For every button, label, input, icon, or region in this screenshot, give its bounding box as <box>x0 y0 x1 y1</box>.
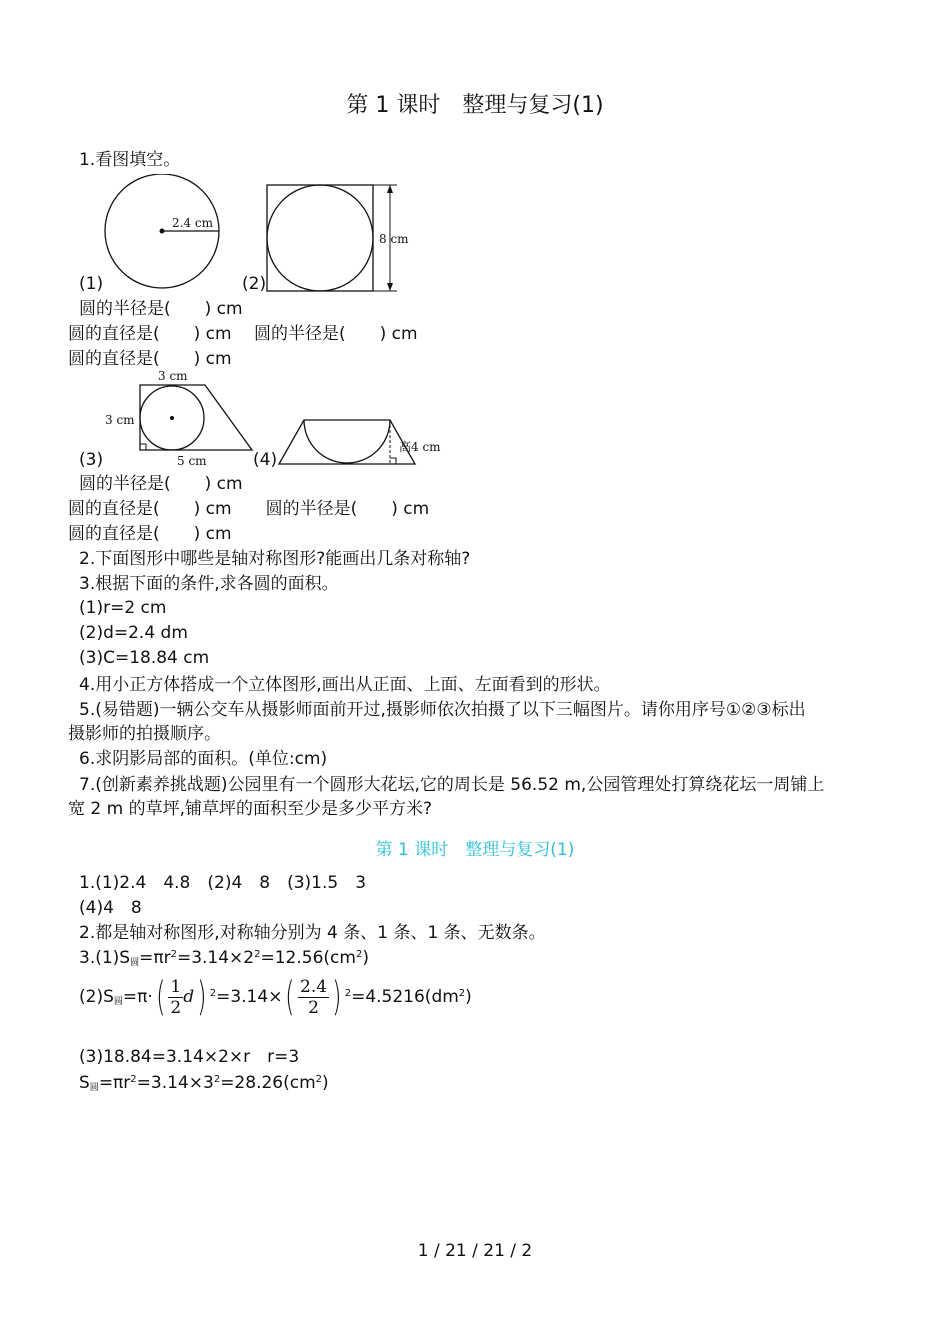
inscribed-circle <box>267 185 373 291</box>
semicircle-arc <box>304 420 390 463</box>
radius-label: 2.4 cm <box>172 216 213 230</box>
question-2: 2.下面图形中哪些是轴对称图形?能画出几条对称轴? <box>79 549 471 569</box>
fig1-label: (1) <box>79 274 104 294</box>
figure-trapezoid-semicircle <box>275 412 450 472</box>
trapezoid-shape <box>140 385 252 450</box>
side-label: 8 cm <box>379 232 409 246</box>
answer-1-line2: (4)4 8 <box>79 898 142 918</box>
bottom-label: 5 cm <box>177 454 207 468</box>
right-angle-mark <box>140 444 146 450</box>
answer-3-3-line1: (3)18.84=3.14×2×r r=3 <box>79 1047 300 1067</box>
question-5-line1: 5.(易错题)一辆公交车从摄影师面前开过,摄影师依次拍摄了以下三幅图片。请你用序号①②③标出 <box>79 700 806 720</box>
left-label: 3 cm <box>105 413 135 427</box>
figure-circle-in-square <box>262 180 422 296</box>
question-3-1: (1)r=2 cm <box>79 598 167 618</box>
answer-3-3-line2: $S_圆=\pi r^2=3.14\times 3^2=28.26(cm^2)$ <box>79 1073 329 1093</box>
question-3-3: (3)C=18.84 cm <box>79 648 210 668</box>
question-7-line1: 7.(创新素养挑战题)公园里有一个圆形大花坛,它的周长是 56.52 m,公园管理处打算绕花坛一周铺上 <box>79 775 825 795</box>
page-footer: 1 / 21 / 21 / 2 <box>417 1241 533 1261</box>
question-3-2: (2)d=2.4 dm <box>79 623 188 643</box>
question-7-line2: 宽 2 m 的草坪,铺草坪的面积至少是多少平方米? <box>68 799 433 819</box>
arrow-up-icon <box>387 185 393 193</box>
blank-line-d: 圆的半径是( ) cm <box>79 474 243 494</box>
blank-line-c: 圆的直径是( ) cm <box>68 349 232 369</box>
q1-intro: 1.看图填空。 <box>79 150 181 170</box>
answer-3-2: $(2)S_圆=\pi\cdot$( $\frac{1}{2}$ d) $^2$=3.14×( $\frac{2.4}{2}$ ) $^2=4.5216(dm^2)$ <box>79 974 472 1020</box>
question-6: 6.求阴影局部的面积。(单位:cm) <box>79 749 328 769</box>
blank-line-e: 圆的直径是( ) cm 圆的半径是( ) cm <box>68 499 430 519</box>
question-3: 3.根据下面的条件,求各圆的面积。 <box>79 574 339 594</box>
top-label: 3 cm <box>158 369 188 383</box>
fraction-half: $\frac{1}{2}$ <box>170 976 182 1018</box>
page-title: 第 1 课时 整理与复习(1) <box>346 93 604 118</box>
answer-1-line1: 1.(1)2.4 4.8 (2)4 8 (3)1.5 3 <box>79 873 367 893</box>
right-angle-mark <box>390 458 396 464</box>
fraction-2-4-over-2: $\frac{2.4}{2}$ <box>300 976 328 1018</box>
center-dot <box>170 416 174 420</box>
figure-circle-radius <box>102 174 226 294</box>
answer-2: 2.都是轴对称图形,对称轴分别为 4 条、1 条、1 条、无数条。 <box>79 923 546 943</box>
answer-3-1: $3.(1)S_圆=\pi r^2=3.14\times 2^2=12.56(cm^2)$ <box>79 948 369 968</box>
trapezoid-shape <box>279 420 415 464</box>
fig4-label: (4) <box>253 450 278 470</box>
fig3-label: (3) <box>79 450 104 470</box>
fig2-label: (2) <box>242 274 267 294</box>
blank-line-a: 圆的半径是( ) cm <box>79 299 243 319</box>
height-label: 高4 cm <box>399 440 441 454</box>
question-5-line2: 摄影师的拍摄顺序。 <box>68 724 221 744</box>
answers-title: 第 1 课时 整理与复习(1) <box>375 840 575 860</box>
blank-line-f: 圆的直径是( ) cm <box>68 524 232 544</box>
arrow-down-icon <box>387 283 393 291</box>
blank-line-b: 圆的直径是( ) cm 圆的半径是( ) cm <box>68 324 418 344</box>
question-4: 4.用小正方体搭成一个立体图形,画出从正面、上面、左面看到的形状。 <box>79 675 611 695</box>
figure-trapezoid-circle <box>100 368 260 470</box>
